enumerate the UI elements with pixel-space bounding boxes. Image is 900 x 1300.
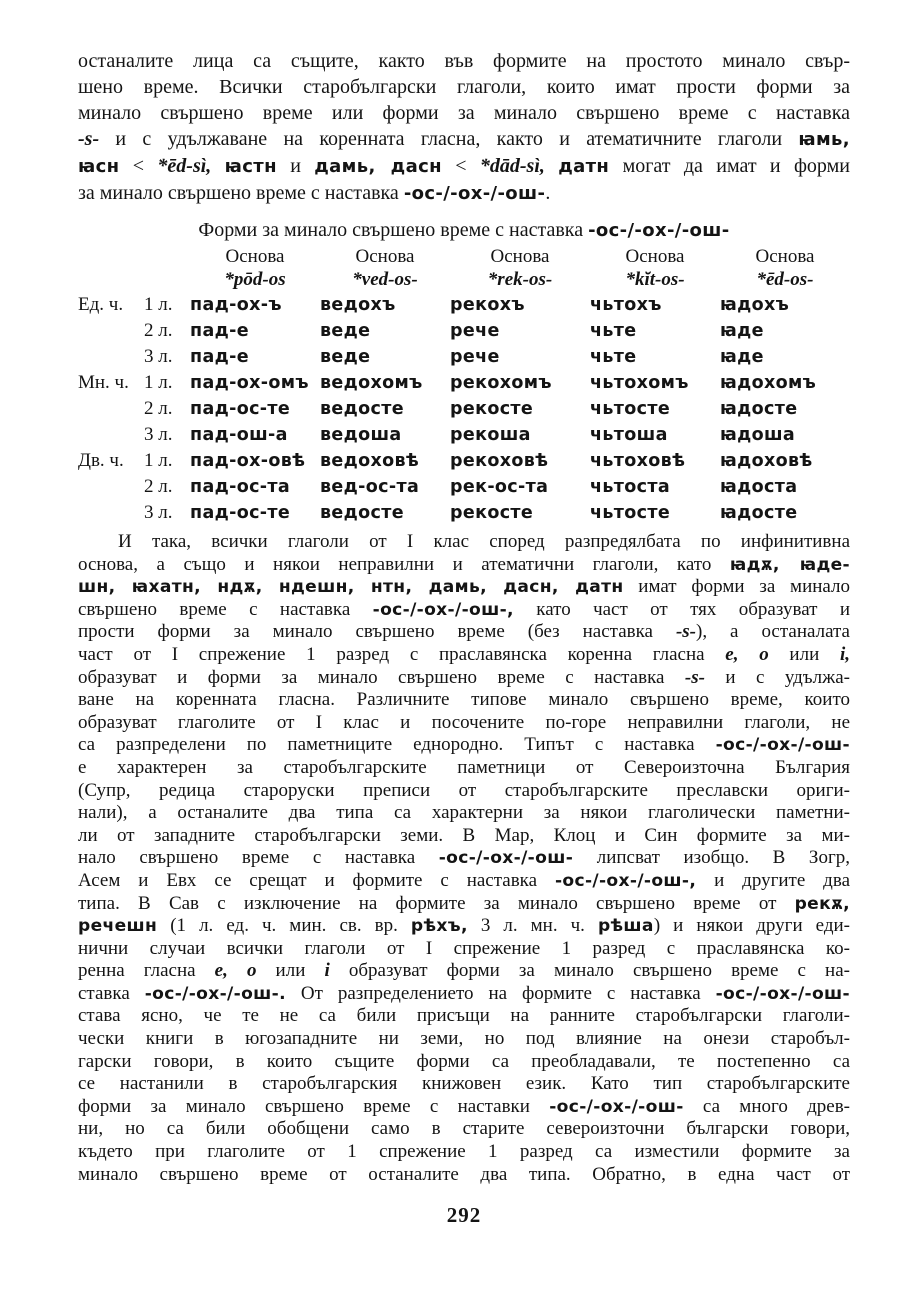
verb-form: ведоховѣ bbox=[320, 451, 420, 471]
text-line: става ясно, че те не са били присъщи на ранните старобългарски глаголи- bbox=[78, 1005, 850, 1027]
text-line: гарски говори, в които същите форми са преобладавали, те постепенно са bbox=[78, 1050, 850, 1072]
table-header-row bbox=[78, 246, 850, 268]
text-line: ꙗсн < *ēd-sì, ꙗстн и дамь, дасн < *dād-sì, датн могат да имат и форми bbox=[78, 155, 850, 177]
text-line: основа, а също и някои неправилни и атематични глаголи, като ꙗдѫ, ꙗде- bbox=[78, 553, 850, 575]
verb-form: чьтоста bbox=[590, 477, 671, 497]
aorist-forms-table bbox=[78, 294, 850, 528]
verb-form: ведохъ bbox=[320, 295, 396, 315]
verb-form: ꙗдохъ bbox=[720, 295, 790, 315]
person-label: 1 л. bbox=[144, 294, 173, 315]
column-header: Основа bbox=[355, 246, 415, 267]
text-line: ли от западните старобългарски земи. В Мар, Клоц и Син формите за ми- bbox=[78, 824, 850, 846]
stem-label: *ēd-os- bbox=[756, 269, 814, 290]
column-header: Основа bbox=[755, 246, 815, 267]
verb-form: пад-ос-те bbox=[190, 503, 291, 523]
verb-form: чьте bbox=[590, 347, 637, 367]
text-line: образуват и форми за минало свършено време с наставка -s- и с удължа- bbox=[78, 666, 850, 688]
table-row bbox=[78, 476, 850, 502]
text-line: ни, но са били обобщени само в старите североизточни български говори, bbox=[78, 1118, 850, 1140]
table-title bbox=[78, 218, 850, 243]
text-line: са разпределени по паметниците еднородно. Типът с наставка -ос-/-ох-/-ош- bbox=[78, 734, 850, 756]
table-row bbox=[78, 320, 850, 346]
stem-label: *kĭt-os- bbox=[625, 269, 685, 290]
text-line: ставка -ос-/-ох-/-ош-. От разпределението на формите с наставка -ос-/-ох-/-ош- bbox=[78, 982, 850, 1004]
text-line: нични случаи всички глаголи от I спрежение 1 разред с праславянска ко- bbox=[78, 937, 850, 959]
verb-form: ꙗдоста bbox=[720, 477, 798, 497]
verb-form: чьтохъ bbox=[590, 295, 662, 315]
verb-form: чьтосте bbox=[590, 399, 671, 419]
text-line: минало свършено време от останалите два типа. Обратно, в една част от bbox=[78, 1163, 850, 1185]
text-line: типа. В Сав с изключение на формите за минало свършено време от рекѫ, bbox=[78, 892, 850, 914]
text-line: шн, ꙗхатн, ндѫ, ндешн, нтн, дамь, дасн, датн имат форми за минало bbox=[78, 576, 851, 598]
verb-form: пад-е bbox=[190, 347, 249, 367]
verb-form: ꙗде bbox=[720, 347, 764, 367]
aorist-suffix: -ос-/-ох-/-ош- bbox=[588, 220, 730, 241]
text-line: останалите лица са същите, както във формите на простото минало свър- bbox=[78, 50, 850, 72]
number-group-label: Мн. ч. bbox=[78, 372, 129, 393]
verb-form: чьтохомъ bbox=[590, 373, 689, 393]
table-header bbox=[78, 246, 850, 292]
verb-form: чьтоховѣ bbox=[590, 451, 686, 471]
table-row bbox=[78, 450, 850, 476]
paragraph-main bbox=[78, 531, 850, 1186]
verb-form: рече bbox=[450, 347, 500, 367]
text-line: част от I спрежение 1 разред с праславянска коренна гласна e, o или i, bbox=[78, 643, 850, 665]
verb-form: чьтоша bbox=[590, 425, 668, 445]
person-label: 2 л. bbox=[144, 320, 173, 341]
table-row bbox=[78, 502, 850, 528]
column-header: Основа bbox=[625, 246, 685, 267]
text-line: (Супр, редица староруски преписи от старобългарските преславски ориги- bbox=[78, 779, 850, 801]
verb-form: пад-ош-а bbox=[190, 425, 288, 445]
verb-form: ведоша bbox=[320, 425, 402, 445]
table-row bbox=[78, 294, 850, 320]
column-header: Основа bbox=[490, 246, 550, 267]
verb-form: ꙗдоша bbox=[720, 425, 796, 445]
stem-label: *ved-os- bbox=[352, 269, 418, 290]
table-title-text: Форми за минало свършено време с наставка bbox=[198, 219, 584, 241]
verb-form: рекосте bbox=[450, 503, 534, 523]
verb-form: вед-ос-та bbox=[320, 477, 420, 497]
number-group-label: Дв. ч. bbox=[78, 450, 124, 471]
text-line: ване на коренната гласна. Различните типове минало свършено време, които bbox=[78, 689, 850, 711]
text-line: Асем и Евх се срещат и формите с наставка -ос-/-ох-/-ош-, и другите два bbox=[78, 869, 851, 891]
text-line: образуват глаголите от I клас и посочените по-горе неправилни глаголи, не bbox=[78, 711, 850, 733]
person-label: 2 л. bbox=[144, 398, 173, 419]
verb-form: рече bbox=[450, 321, 500, 341]
verb-form: рекохомъ bbox=[450, 373, 552, 393]
number-group-label: Ед. ч. bbox=[78, 294, 124, 315]
verb-form: пад-ос-те bbox=[190, 399, 291, 419]
text-line: където при глаголите от 1 спрежение 1 разред са изместили формите за bbox=[78, 1141, 850, 1163]
text-line: свършено време с наставка -ос-/-ох-/-ош-, като част от тях образуват и bbox=[78, 598, 850, 620]
verb-form: чьте bbox=[590, 321, 637, 341]
verb-form: рекоховѣ bbox=[450, 451, 549, 471]
text-line: И така, всички глаголи от I клас според разпредялбата по инфинитивна bbox=[118, 531, 850, 552]
person-label: 1 л. bbox=[144, 450, 173, 471]
verb-form: ведохомъ bbox=[320, 373, 423, 393]
text-line: форми за минало свършено време с наставки -ос-/-ох-/-ош- са много древ- bbox=[78, 1095, 851, 1117]
table-row bbox=[78, 346, 850, 372]
verb-form: пад-е bbox=[190, 321, 249, 341]
verb-form: ведосте bbox=[320, 399, 404, 419]
verb-form: ꙗдосте bbox=[720, 399, 798, 419]
verb-form: веде bbox=[320, 321, 371, 341]
verb-form: рекосте bbox=[450, 399, 534, 419]
verb-form: веде bbox=[320, 347, 371, 367]
verb-form: ꙗдосте bbox=[720, 503, 798, 523]
verb-form: пад-ос-та bbox=[190, 477, 291, 497]
page-number: 292 bbox=[446, 1203, 482, 1227]
verb-form: ꙗдохомъ bbox=[720, 373, 817, 393]
table-row bbox=[78, 424, 850, 450]
stem-label: *pōd-os bbox=[224, 269, 286, 290]
column-header: Основа bbox=[225, 246, 285, 267]
person-label: 3 л. bbox=[144, 502, 173, 523]
verb-form: пад-ох-омъ bbox=[190, 373, 309, 393]
table-row bbox=[78, 372, 850, 398]
text-line: минало свършено време или форми за минало свършено време с наставка bbox=[78, 102, 850, 124]
verb-form: ведосте bbox=[320, 503, 404, 523]
verb-form: рекохъ bbox=[450, 295, 525, 315]
text-line: речешн (1 л. ед. ч. мин. св. вр. рѣхъ, 3 л. мн. ч. рѣша) и някои други еди- bbox=[78, 915, 850, 937]
text-line: ренна гласна e, o или i образуват форми за минало свършено време с на- bbox=[78, 960, 850, 982]
text-line: е характерен за старобългарските паметници от Североизточна България bbox=[78, 756, 850, 778]
person-label: 2 л. bbox=[144, 476, 173, 497]
table-row bbox=[78, 398, 850, 424]
text-line: се настанили в старобългарския книжовен език. Като тип старобългарските bbox=[78, 1073, 850, 1095]
verb-form: ꙗде bbox=[720, 321, 764, 341]
verb-form: пад-ох-овѣ bbox=[190, 451, 306, 471]
verb-form: рек-ос-та bbox=[450, 477, 549, 497]
text-line: нало свършено време с наставка -ос-/-ох-/-ош- липсват изобщо. В Зогр, bbox=[78, 847, 850, 869]
text-line: шено време. Всички старобългарски глаголи, които имат прости форми за bbox=[78, 76, 850, 98]
stem-label: *rek-os- bbox=[487, 269, 553, 290]
person-label: 3 л. bbox=[144, 346, 173, 367]
text-line: нали), а останалите два типа са характерни за някои глаголически паметни- bbox=[78, 802, 850, 824]
verb-form: чьтосте bbox=[590, 503, 671, 523]
verb-form: рекоша bbox=[450, 425, 531, 445]
verb-form: ꙗдоховѣ bbox=[720, 451, 813, 471]
person-label: 1 л. bbox=[144, 372, 173, 393]
paragraph-opening bbox=[78, 48, 850, 207]
text-line: -s- и с удължаване на коренната гласна, както и атематичните глаголи ꙗмь, bbox=[78, 128, 850, 150]
person-label: 3 л. bbox=[144, 424, 173, 445]
verb-form: пад-ох-ъ bbox=[190, 295, 282, 315]
stems-row bbox=[78, 268, 850, 292]
text-line: прости форми за минало свършено време (без наставка -s-), а останалата bbox=[78, 621, 850, 643]
text-line: чески книги в югозападните ни земи, но под влияние на онези старобъл- bbox=[78, 1028, 850, 1050]
text-line: за минало свършено време с наставка -ос-/-ох-/-ош-. bbox=[78, 182, 551, 204]
